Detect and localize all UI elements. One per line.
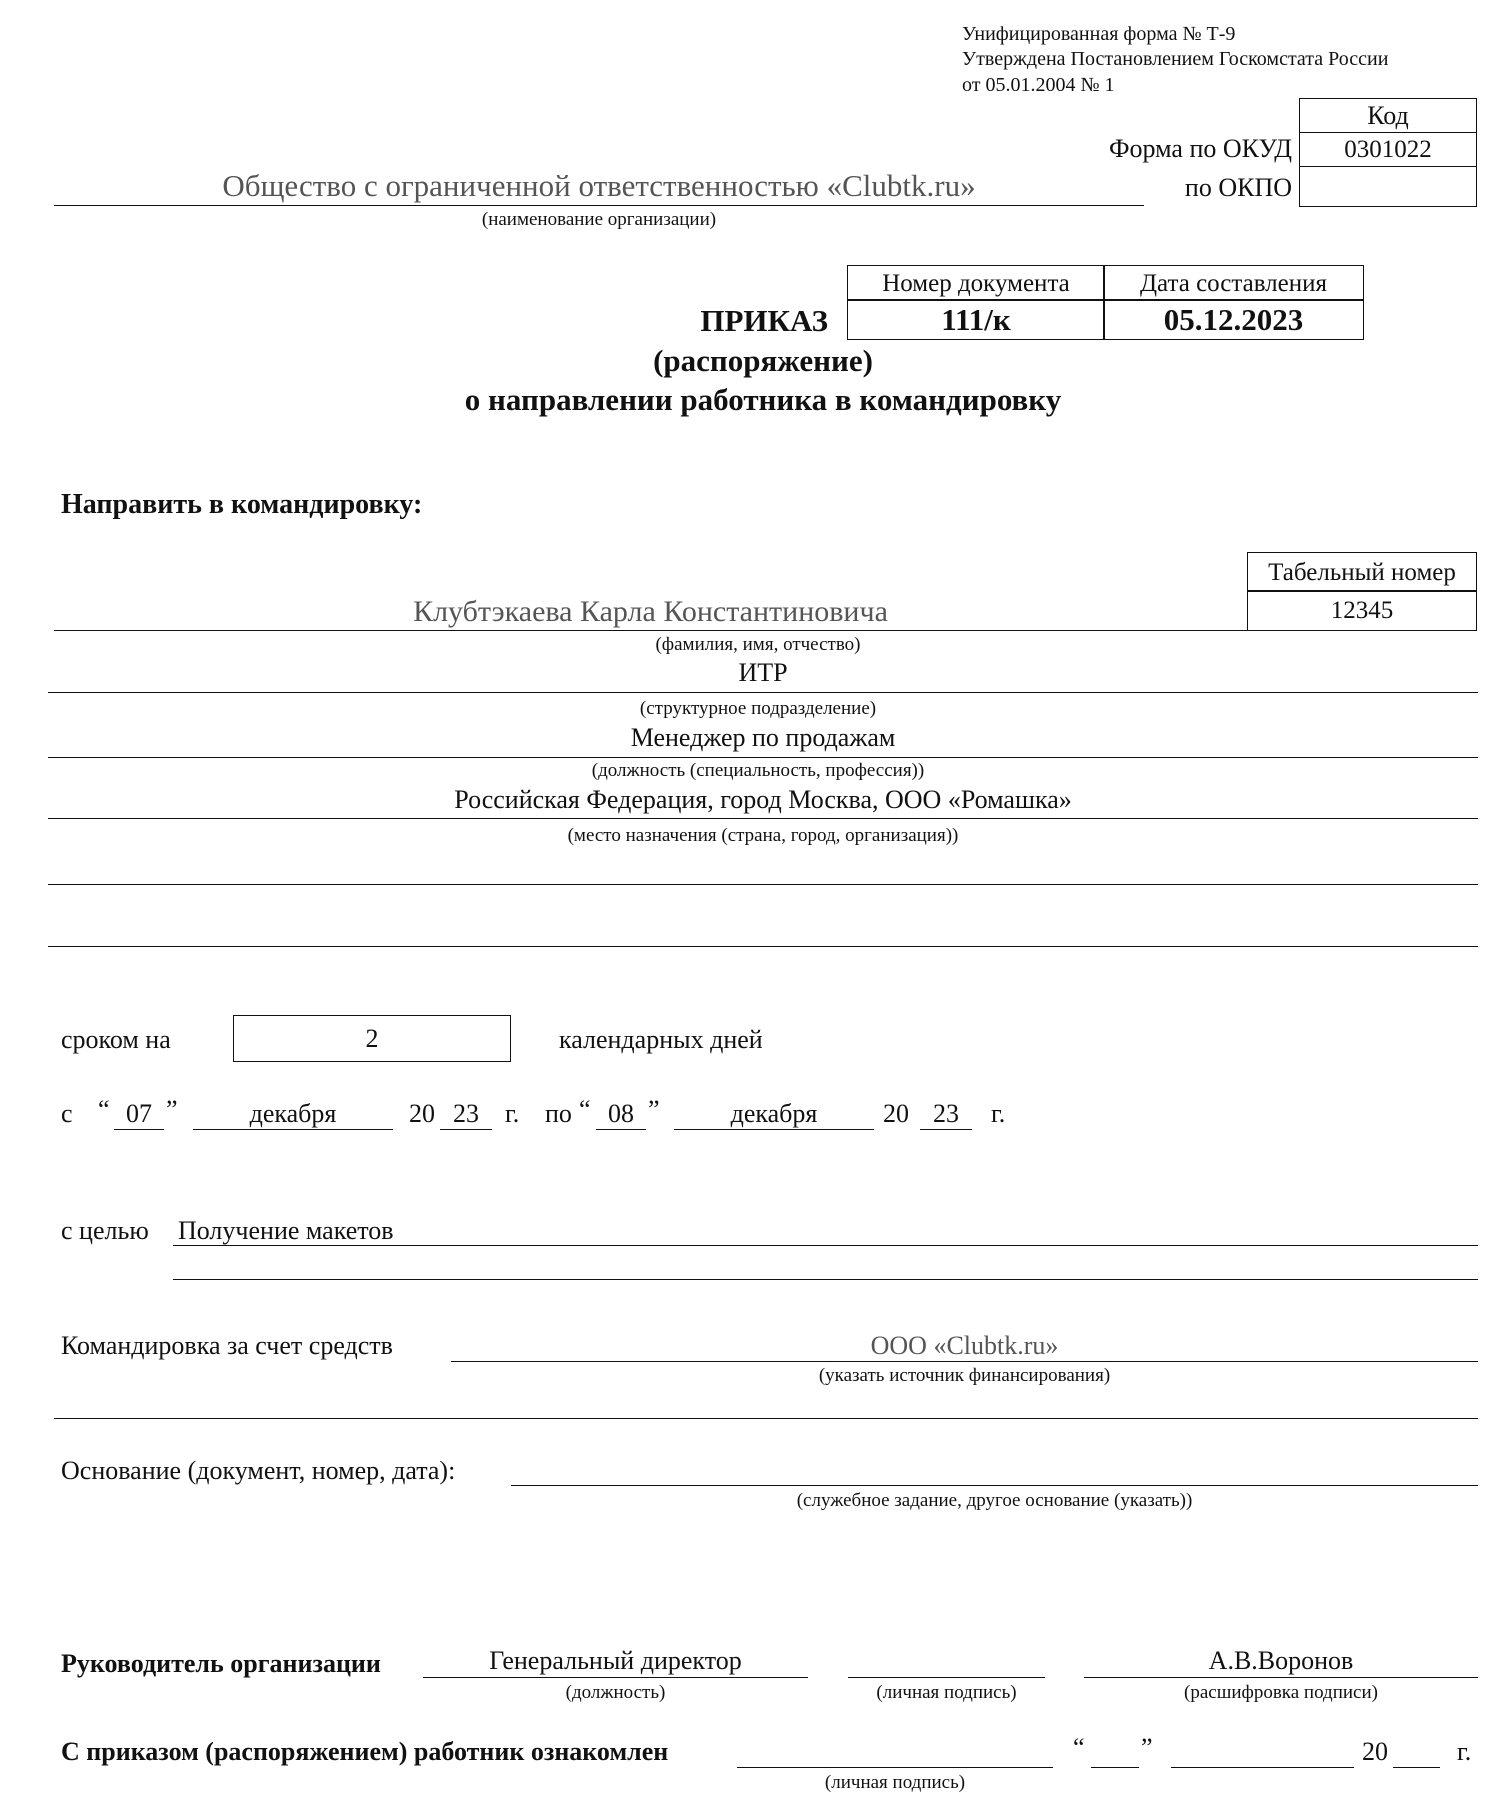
okpo-value: [1299, 166, 1477, 207]
department-underline: [48, 692, 1478, 693]
term-unit: календарных дней: [559, 1025, 763, 1054]
destination-caption: (место назначения (страна, город, организация)): [567, 825, 959, 846]
to-year-prefix: 20: [883, 1099, 909, 1128]
to-open-quote: “: [579, 1095, 591, 1124]
from-year-underline: [440, 1129, 492, 1130]
ack-close-quote: ”: [1141, 1733, 1153, 1762]
acknowledgement-signature-line: [737, 1767, 1053, 1768]
position-caption: (должность (специальность, профессия)): [591, 760, 925, 781]
doc-number-header: Номер документа: [847, 265, 1105, 301]
purpose-label: с целью: [61, 1216, 149, 1245]
from-year-suffix: г.: [505, 1099, 520, 1128]
from-open-quote: “: [98, 1095, 110, 1124]
to-day-underline: [596, 1129, 646, 1130]
from-year-prefix: 20: [409, 1099, 435, 1128]
period-to-label: по: [545, 1099, 572, 1128]
ack-year-line: [1393, 1767, 1440, 1768]
term-days: 2: [233, 1015, 511, 1062]
tab-number-header: Табельный номер: [1247, 552, 1477, 592]
organization-underline: [54, 205, 1144, 206]
from-close-quote: ”: [166, 1095, 178, 1124]
funding-caption: (указать источник финансирования): [818, 1365, 1111, 1386]
employee-name-underline: [54, 630, 1247, 631]
head-position-caption: (должность): [565, 1682, 666, 1703]
position-underline: [48, 757, 1478, 758]
funding-label: Командировка за счет средств: [61, 1331, 393, 1360]
funding-underline-2: [54, 1418, 1478, 1419]
employee-department: ИТР: [738, 658, 788, 687]
ack-open-quote: “: [1073, 1733, 1085, 1762]
department-caption: (структурное подразделение): [639, 698, 877, 719]
employee-name: Клубтэкаева Карла Константиновича: [413, 595, 888, 628]
destination-underline: [48, 818, 1478, 819]
to-year-suffix: г.: [991, 1099, 1006, 1128]
blank-line-1: [48, 884, 1478, 885]
employee-destination: Российская Федерация, город Москва, ООО «Ромашка»: [454, 785, 1072, 814]
purpose-underline-2: [173, 1279, 1478, 1280]
okud-value: 0301022: [1299, 132, 1477, 167]
okud-label: Форма по ОКУД: [1109, 134, 1292, 163]
to-year-underline: [920, 1129, 972, 1130]
ack-day-line: [1091, 1767, 1139, 1768]
head-position-underline: [423, 1677, 808, 1678]
from-day-underline: [114, 1129, 164, 1130]
to-month-underline: [674, 1129, 874, 1130]
to-year: 23: [933, 1099, 959, 1128]
order-topic: о направлении работника в командировку: [464, 382, 1062, 417]
okpo-label: по ОКПО: [1184, 173, 1292, 202]
head-name-underline: [1084, 1677, 1478, 1678]
basis-caption: (служебное задание, другое основание (указать)): [796, 1490, 1193, 1511]
to-close-quote: ”: [648, 1095, 660, 1124]
purpose-underline: [173, 1245, 1478, 1246]
to-day: 08: [608, 1099, 634, 1128]
tab-number-value: 12345: [1247, 590, 1477, 631]
from-month-underline: [193, 1129, 393, 1130]
employee-name-caption: (фамилия, имя, отчество): [655, 634, 861, 655]
codes-header: Код: [1299, 98, 1477, 133]
head-label: Руководитель организации: [61, 1649, 381, 1678]
ack-year-prefix: 20: [1362, 1737, 1388, 1766]
acknowledgement-label: С приказом (распоряжением) работник ознакомлен: [61, 1737, 669, 1766]
send-heading: Направить в командировку:: [61, 489, 423, 520]
head-name-caption: (расшифровка подписи): [1184, 1682, 1378, 1703]
blank-line-2: [48, 946, 1478, 947]
head-name: А.В.Воронов: [1208, 1646, 1354, 1675]
acknowledgement-signature-caption: (личная подпись): [824, 1772, 966, 1793]
from-year: 23: [453, 1099, 479, 1128]
organization-name: Общество с ограниченной ответственностью «Clubtk.ru»: [222, 168, 976, 203]
to-month: декабря: [730, 1099, 818, 1128]
from-month: декабря: [249, 1099, 337, 1128]
order-subtitle: (распоряжение): [653, 343, 873, 378]
doc-number: 111/к: [847, 299, 1105, 340]
doc-date: 05.12.2023: [1103, 299, 1364, 340]
form-header-line1: Унифицированная форма № Т-9: [962, 23, 1236, 45]
purpose-value: Получение макетов: [178, 1216, 394, 1245]
ack-year-suffix: г.: [1457, 1737, 1472, 1766]
form-header-line2: Утверждена Постановлением Госкомстата России: [962, 48, 1389, 70]
funding-underline: [451, 1361, 1478, 1362]
basis-underline: [511, 1485, 1478, 1486]
basis-label: Основание (документ, номер, дата):: [61, 1456, 456, 1485]
head-position: Генеральный директор: [489, 1646, 742, 1675]
doc-date-header: Дата составления: [1103, 265, 1364, 301]
funding-value: ООО «Clubtk.ru»: [870, 1331, 1059, 1360]
period-from-label: с: [61, 1099, 73, 1128]
organization-caption: (наименование организации): [481, 209, 717, 230]
from-day: 07: [126, 1099, 152, 1128]
term-label: сроком на: [61, 1025, 171, 1054]
ack-month-line: [1171, 1767, 1354, 1768]
head-signature-caption: (личная подпись): [876, 1682, 1017, 1703]
head-signature-line: [848, 1677, 1045, 1678]
order-title: ПРИКАЗ: [700, 303, 828, 338]
employee-position: Менеджер по продажам: [630, 723, 896, 752]
form-header-line3: от 05.01.2004 № 1: [962, 74, 1115, 96]
